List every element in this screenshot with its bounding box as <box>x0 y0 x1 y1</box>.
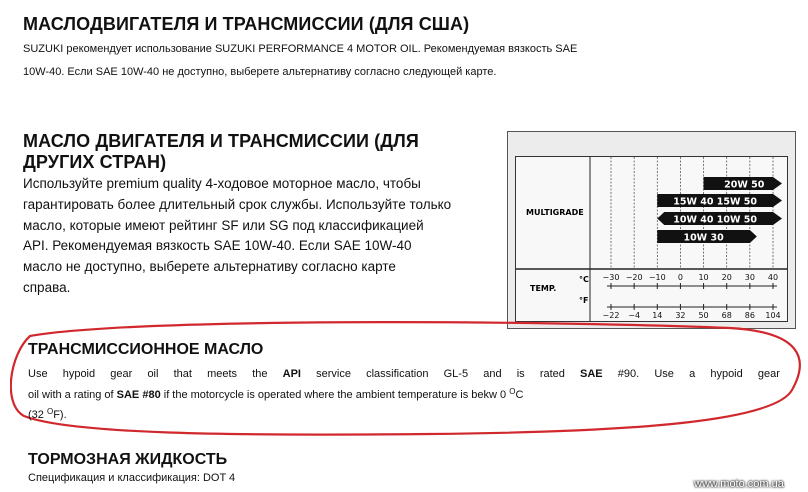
other-text-line: API. Рекомендуемая вязкость SAE 10W-40. Если SAE 10W-40 <box>23 238 412 254</box>
section-title-other-countries: МАСЛО ДВИГАТЕЛЯ И ТРАНСМИССИИ (ДЛЯ ДРУГИХ СТРАН) <box>23 131 419 172</box>
transmission-word: hypoid <box>62 368 96 380</box>
other-text-line: Используйте premium quality 4-ходовое моторное масло, чтобы <box>23 176 421 191</box>
section-title-brake-fluid: ТОРМОЗНАЯ ЖИДКОСТЬ <box>28 451 228 468</box>
fahrenheit-text: F). <box>53 409 67 421</box>
celsius-letter: C <box>515 389 524 401</box>
transmission-word: a <box>689 368 696 380</box>
celsius-tick-label: 10 <box>698 273 709 282</box>
section-title-usa: МАСЛОДВИГАТЕЛЯ И ТРАНСМИССИИ (ДЛЯ США) <box>23 14 470 34</box>
transmission-word: #90. <box>617 368 640 380</box>
transmission-word: GL-5 <box>443 368 469 380</box>
transmission-word: API <box>282 368 301 380</box>
celsius-tick-label: −10 <box>648 273 666 282</box>
usa-text-line-1: SUZUKI рекомендует использование SUZUKI PERFORMANCE 4 MOTOR OIL. Рекомендуемая вязкость SAE <box>23 43 578 55</box>
fahrenheit-tick-label: −4 <box>628 311 641 320</box>
transmission-text: oil with a rating of <box>28 389 117 401</box>
viscosity-bar-label: 15W 40 15W 50 <box>673 196 758 208</box>
celsius-tick-label: 30 <box>744 273 755 282</box>
transmission-word: oil <box>147 368 159 380</box>
viscosity-chart <box>507 131 796 329</box>
viscosity-chart-svg <box>516 157 787 321</box>
other-countries-text <box>23 174 483 299</box>
chart-bars <box>657 177 782 243</box>
viscosity-bar-label: 10W 40 10W 50 <box>673 214 758 226</box>
fahrenheit-tick-label: 68 <box>721 311 732 320</box>
transmission-word: hypoid <box>710 368 743 380</box>
transmission-word: Use <box>28 368 48 380</box>
other-text-line: гарантировать более длительный срок службы. Используйте только <box>23 196 452 212</box>
other-text-line: масло не доступно, выберете альтернативу согласно карте <box>23 259 396 275</box>
usa-text-line-2: 10W-40. Если SAE 10W-40 не доступно, выберете альтернативу согласно следующей карте. <box>23 66 497 78</box>
transmission-word: Use <box>654 368 674 380</box>
multigrade-label: MULTIGRADE <box>526 208 584 217</box>
celsius-tick-label: 20 <box>721 273 732 282</box>
fahrenheit-tick-label: 14 <box>652 311 663 320</box>
transmission-word: classification <box>366 368 429 380</box>
section-title-transmission: ТРАНСМИССИОННОЕ МАСЛО <box>28 341 264 358</box>
chart-ticks <box>603 273 781 320</box>
transmission-word: gear <box>110 368 133 380</box>
transmission-word: is <box>516 368 525 380</box>
transmission-text-line-2 <box>28 388 523 402</box>
fahrenheit-tick-label: 32 <box>675 311 686 320</box>
transmission-word: gear <box>757 368 780 380</box>
fahrenheit-unit: °F <box>579 296 589 305</box>
transmission-text: if the motorcycle is operated where the ambient temperature is bekw 0 <box>160 389 510 401</box>
transmission-text-line-1 <box>28 367 780 381</box>
celsius-tick-label: −20 <box>625 273 643 282</box>
transmission-word: the <box>252 368 268 380</box>
transmission-text: (32 <box>28 409 47 421</box>
transmission-word: and <box>483 368 502 380</box>
viscosity-chart-panel <box>515 156 788 322</box>
celsius-unit: °C <box>579 275 589 284</box>
celsius-tick-label: 40 <box>767 273 779 282</box>
fahrenheit-tick-label: 104 <box>765 311 781 320</box>
transmission-text-line-3 <box>28 408 67 422</box>
degree-mark: O <box>46 407 54 416</box>
temp-label: TEMP. <box>530 284 557 293</box>
transmission-word: rated <box>539 368 565 380</box>
degree-mark: O <box>509 387 516 396</box>
transmission-word: service <box>316 368 351 380</box>
celsius-tick-label: 0 <box>677 273 683 282</box>
transmission-word: SAE <box>580 368 603 380</box>
fahrenheit-tick-label: 50 <box>698 311 709 320</box>
other-text-line: справа. <box>23 279 71 295</box>
brake-fluid-spec: Спецификация и классификация: DOT 4 <box>28 472 236 484</box>
site-watermark: www.moto.com.ua <box>694 478 784 490</box>
fahrenheit-tick-label: −22 <box>602 311 620 320</box>
other-text-line: масло, которые имеют рейтинг SF или SG под классификацией <box>23 217 424 233</box>
sae-80-rating: SAE #80 <box>116 389 161 401</box>
fahrenheit-tick-label: 86 <box>744 311 755 320</box>
celsius-tick-label: −30 <box>602 273 620 282</box>
transmission-word: that <box>173 368 192 380</box>
transmission-word: meets <box>207 368 238 380</box>
viscosity-bar-label: 20W 50 <box>724 179 765 191</box>
viscosity-bar-label: 10W 30 <box>683 232 724 244</box>
